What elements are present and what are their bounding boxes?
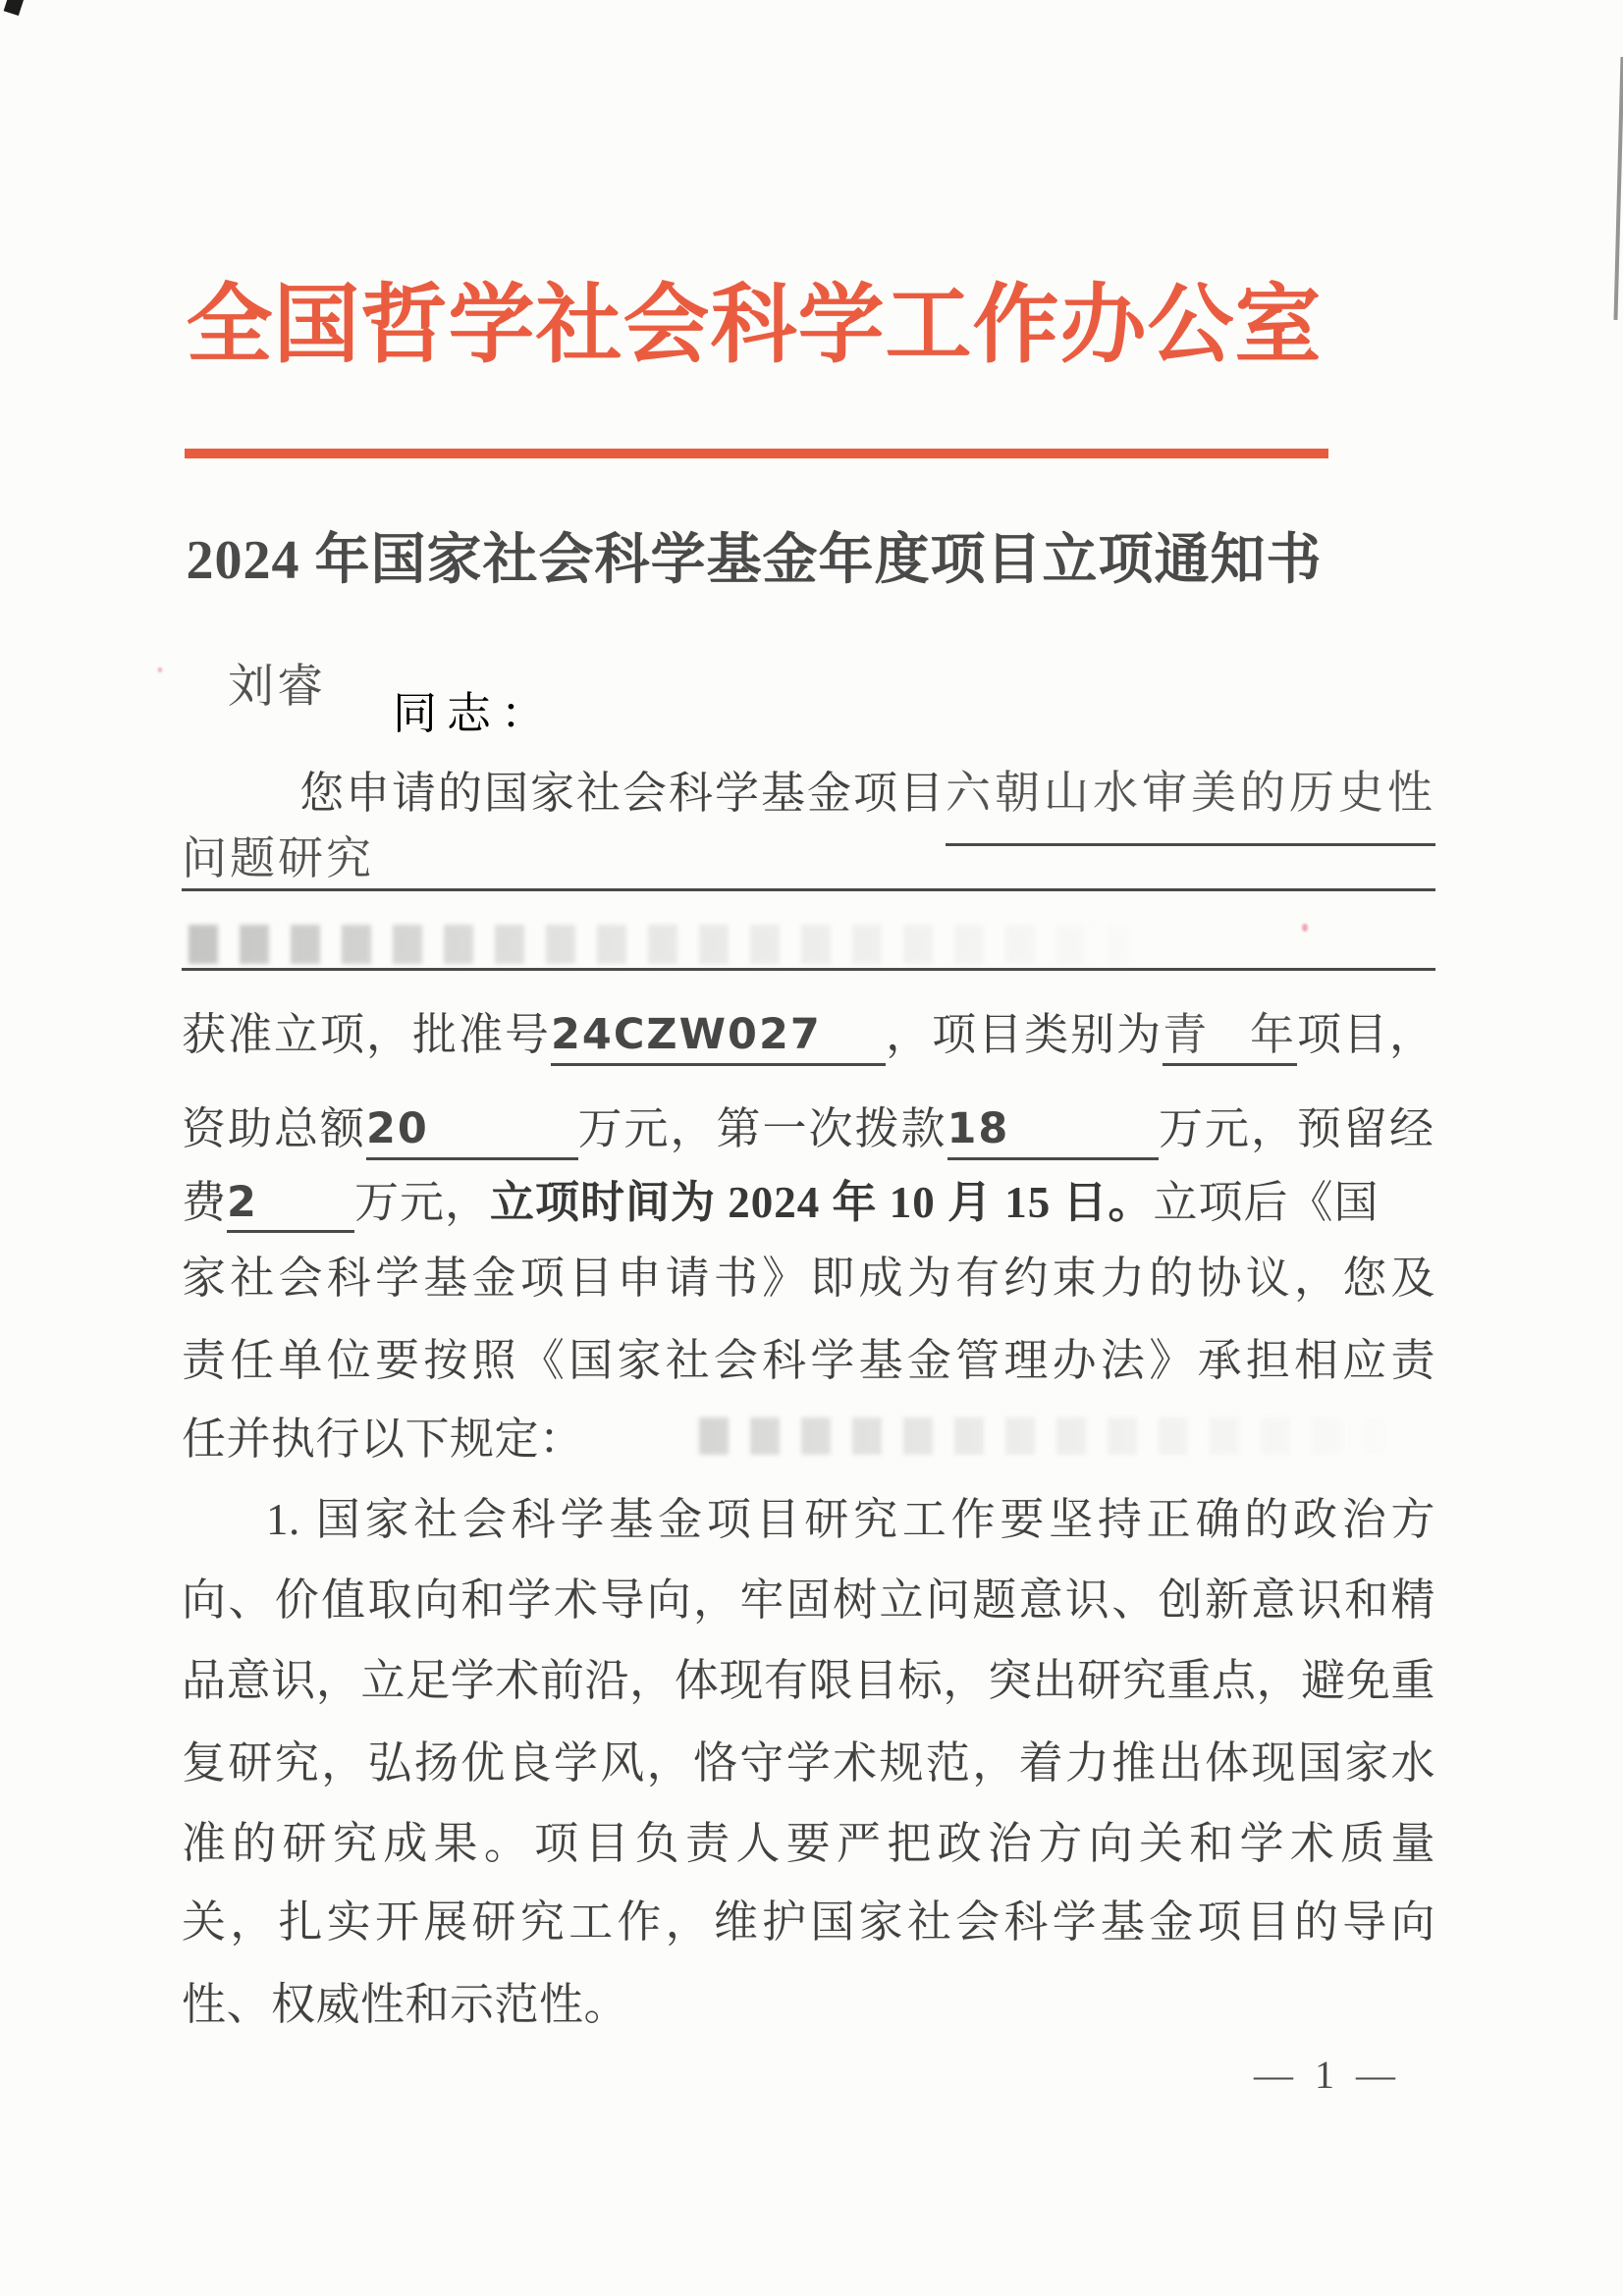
clause1-line-2: 向、价值取向和学术导向，牢固树立问题意识、创新意识和精 xyxy=(182,1575,1435,1625)
clause1-line-5: 准的研究成果。项目负责人要严把政治方向关和学术质量 xyxy=(182,1819,1435,1868)
project-title-fill-line2: 问题研究 xyxy=(182,833,374,883)
scan-edge-artifact xyxy=(1613,57,1623,320)
page-number: — 1 — xyxy=(1254,2053,1401,2097)
funding-text-b: 万元，第一次拨款 xyxy=(577,1104,947,1153)
approval-text-c: 项目， xyxy=(1296,1010,1435,1059)
first-payment-fill: 18 xyxy=(947,1097,1159,1160)
body-para-line-2: 责任单位要按照《国家社会科学基金管理办法》承担相应责 xyxy=(182,1336,1435,1385)
scan-corner-artifact xyxy=(4,0,25,16)
recipient-name: 刘睿 xyxy=(228,662,326,713)
body-line-reserve-date xyxy=(182,1172,1435,1233)
body-para-line-3: 任并执行以下规定： xyxy=(182,1415,584,1464)
approval-number-fill: 24CZW027 xyxy=(551,1003,886,1066)
intro-prefix: 您申请的国家社会科学基金项目 xyxy=(299,769,947,818)
clause1-line-6: 关，扎实开展研究工作，维护国家社会科学基金项目的导向 xyxy=(182,1897,1435,1947)
scan-pink-speck-small xyxy=(158,667,162,672)
approval-date-bold: 立项时间为 2024 年 10 月 15 日。 xyxy=(490,1178,1154,1227)
funding-text-c: 万元，预留经 xyxy=(1159,1104,1436,1153)
approval-text-a: 获准立项，批准号 xyxy=(182,1010,552,1059)
clause1-line-1: 1. 国家社会科学基金项目研究工作要坚持正确的政治方 xyxy=(266,1495,1435,1544)
body-line-title-continuation xyxy=(182,829,1435,891)
body-para-line-1: 家社会科学基金项目申请书》即成为有约束力的协议，您及 xyxy=(182,1254,1435,1303)
reserve-text-b: 万元， xyxy=(354,1178,491,1227)
ghost-faded-text-1 xyxy=(189,925,1131,964)
letterhead-rule xyxy=(185,449,1328,458)
org-header: 全国哲学社会科学工作办公室 xyxy=(186,279,1323,374)
clause1-line-4: 复研究，弘扬优良学风，恪守学术规范，着力推出体现国家水 xyxy=(182,1738,1435,1788)
clause1-line-7: 性、权威性和示范性。 xyxy=(182,1980,629,2029)
reserved-funding-fill: 2 xyxy=(227,1172,354,1233)
body-line-funding xyxy=(182,1097,1435,1160)
project-title-fill-line1: 六朝山水审美的历史性 xyxy=(946,762,1435,846)
body-line-approval xyxy=(182,1003,1435,1066)
reserve-text-c: 立项后《国 xyxy=(1153,1178,1380,1227)
reserve-text-a: 费 xyxy=(182,1178,228,1227)
funding-text-a: 资助总额 xyxy=(182,1104,367,1153)
document-title: 2024 年国家社会科学基金年度项目立项通知书 xyxy=(186,530,1323,591)
clause1-line-3: 品意识，立足学术前沿，体现有限目标，突出研究重点，避免重 xyxy=(182,1656,1435,1705)
salutation-suffix: 同志： xyxy=(393,689,556,738)
approval-text-b: ，项目类别为 xyxy=(886,1010,1163,1059)
ghost-faded-text-2 xyxy=(699,1417,1386,1455)
total-funding-fill: 20 xyxy=(366,1097,577,1160)
project-category-fill: 青年 xyxy=(1163,1003,1297,1066)
